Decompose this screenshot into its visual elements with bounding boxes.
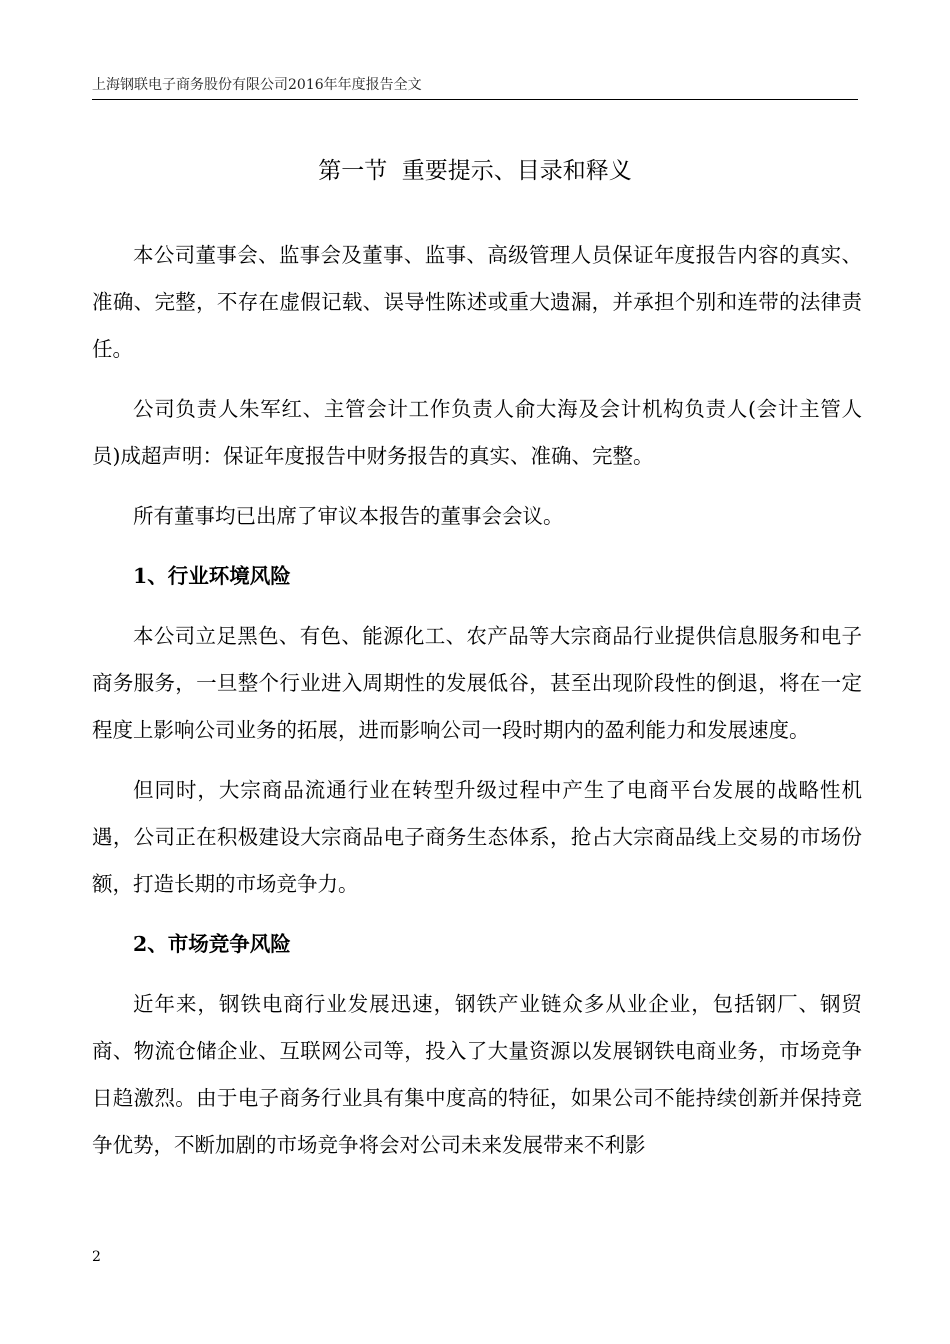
risk-heading-industry-environment: 1、行业环境风险 <box>133 564 291 588</box>
paragraph-competition-risk: 近年来，钢铁电商行业发展迅速，钢铁产业链众多从业企业，包括钢厂、钢贸商、物流仓储企业、互联网公司等，投入了大量资源以发展钢铁电商业务，市场竞争日趋激烈。由于电子商务行业具有集中度高的特征，如果公司不能持续创新并保持竞争优势，不断加剧的市场竞争将会对公司未来发展带来不利影 <box>92 992 862 1157</box>
page-number: 2 <box>92 1249 101 1265</box>
body-text <box>92 232 862 1182</box>
header-divider <box>92 99 858 100</box>
paragraph-responsible-persons-statement: 公司负责人朱军红、主管会计工作负责人俞大海及会计机构负责人(会计主管人员)成超声明：保证年度报告中财务报告的真实、准确、完整。 <box>92 397 862 468</box>
paragraph-board-guarantee: 本公司董事会、监事会及董事、监事、高级管理人员保证年度报告内容的真实、准确、完整，不存在虚假记载、误导性陈述或重大遗漏，并承担个别和连带的法律责任。 <box>92 243 862 361</box>
paragraph-industry-risk: 本公司立足黑色、有色、能源化工、农产品等大宗商品行业提供信息服务和电子商务服务，一旦整个行业进入周期性的发展低谷，甚至出现阶段性的倒退，将在一定程度上影响公司业务的拓展，进而影响公司一段时期内的盈利能力和发展速度。 <box>92 624 862 742</box>
running-header: 上海钢联电子商务股份有限公司2016年年度报告全文 <box>92 77 422 93</box>
paragraph-directors-attendance: 所有董事均已出席了审议本报告的董事会会议。 <box>133 504 564 528</box>
risk-heading-market-competition: 2、市场竞争风险 <box>133 932 291 956</box>
section-title: 第一节 重要提示、目录和释义 <box>318 158 632 184</box>
paragraph-strategic-opportunity: 但同时，大宗商品流通行业在转型升级过程中产生了电商平台发展的战略性机遇，公司正在积极建设大宗商品电子商务生态体系，抢占大宗商品线上交易的市场份额，打造长期的市场竞争力。 <box>92 778 862 896</box>
